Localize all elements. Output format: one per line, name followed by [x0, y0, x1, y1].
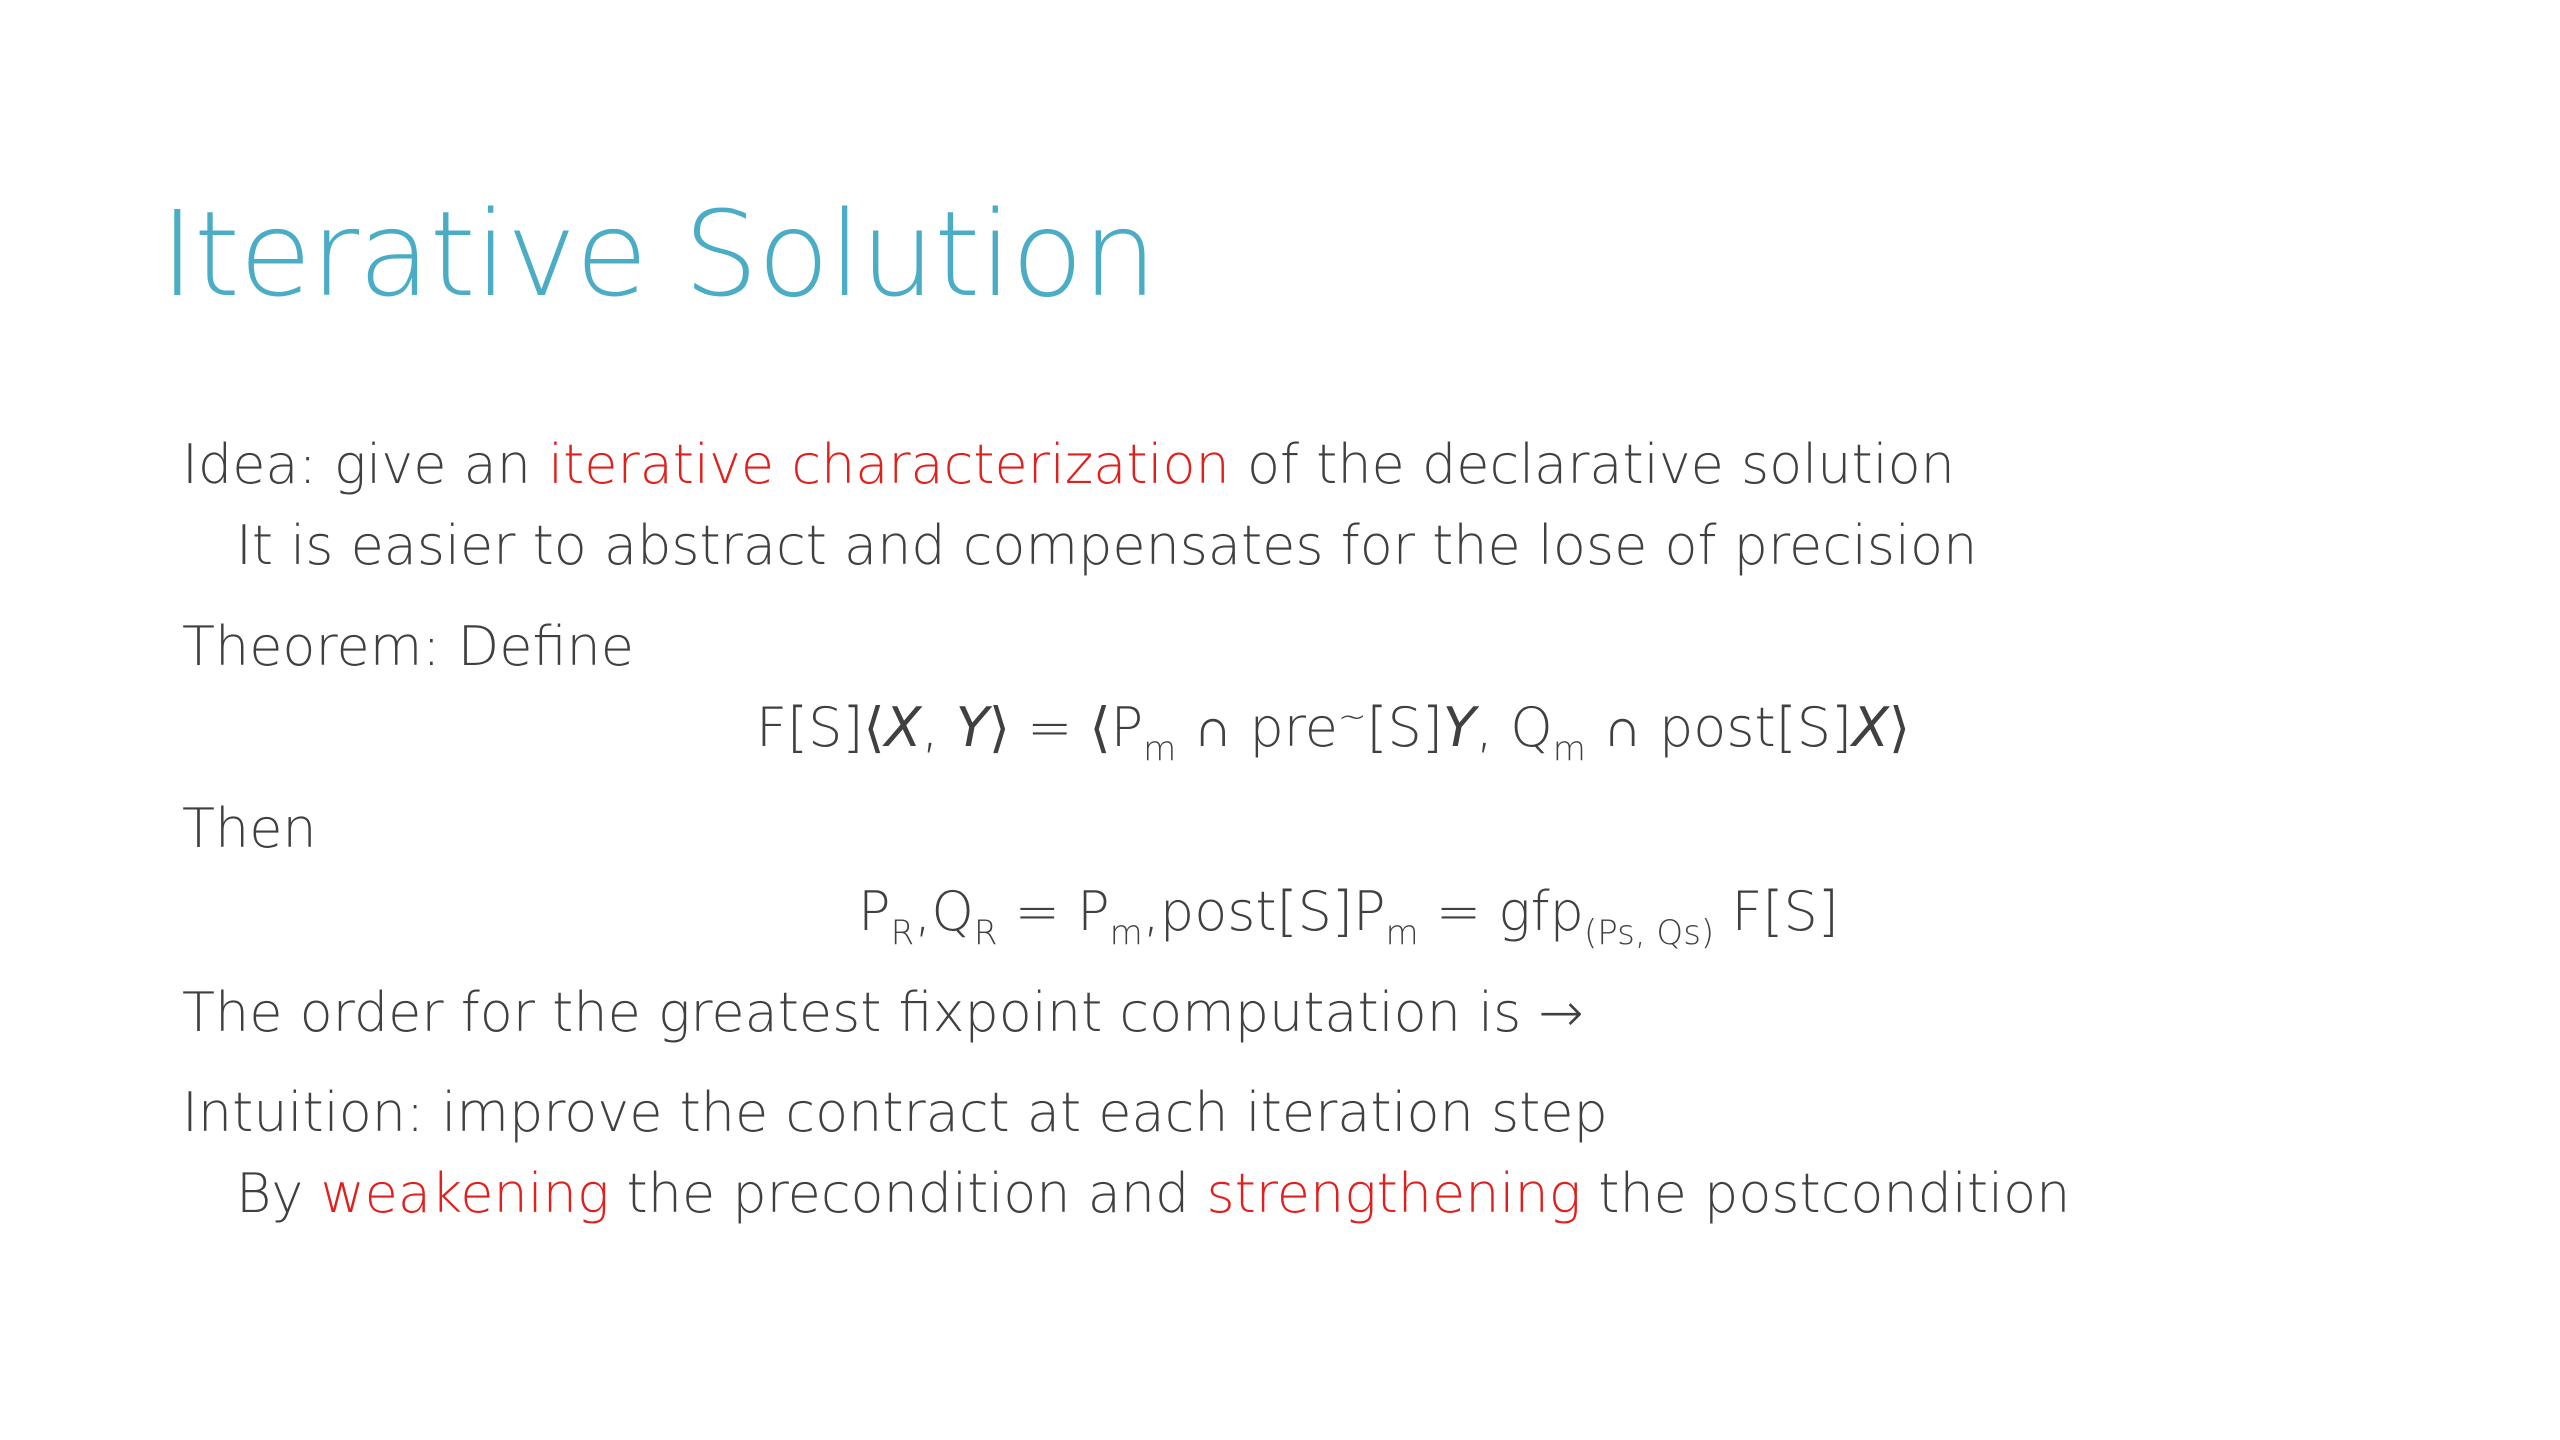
f1-rhs-open: ⟩ = ⟨P	[988, 696, 1144, 759]
f1-cap2: ∩ post[S]	[1585, 696, 1853, 759]
f1-close: ⟩	[1889, 696, 1911, 759]
idea-prefix: Idea: give an	[182, 433, 549, 496]
f2-sub-m1: m	[1109, 913, 1143, 953]
f2-eq1: = P	[997, 880, 1110, 943]
f1-x2: X	[1852, 696, 1890, 759]
f2-f: F[S]	[1714, 880, 1839, 943]
f1-x: X	[884, 696, 922, 759]
idea-subline: It is easier to abstract and compensates for the lose of precision	[236, 514, 1978, 577]
f2-post: ,post[S]P	[1142, 880, 1386, 943]
result-formula	[858, 880, 1839, 953]
theorem-formula	[756, 696, 1911, 769]
f1-tilde: ~	[1337, 697, 1367, 737]
f2-sub-r2: R	[973, 913, 998, 953]
idea-suffix: of the declarative solution	[1229, 433, 1955, 496]
f2-sub-m2: m	[1385, 913, 1419, 953]
then-label: Then	[182, 797, 317, 860]
slide-title: Iterative Solution	[160, 185, 1157, 323]
weakening-highlight: weakening	[320, 1162, 610, 1225]
theorem-label: Theorem: Define	[182, 615, 634, 678]
f2-eq2: = gfp	[1418, 880, 1584, 943]
f2-sub-ps: (Ps, Qs)	[1583, 913, 1715, 953]
f2-p: P	[858, 880, 891, 943]
intuition-prefix: By	[236, 1162, 321, 1225]
f1-mid: [S]	[1366, 696, 1443, 759]
f1-cap1: ∩ pre	[1176, 696, 1338, 759]
f1-y2: Y	[1442, 696, 1476, 759]
intuition-subline	[236, 1162, 2070, 1227]
order-line: The order for the greatest fixpoint computation is →	[182, 981, 1584, 1044]
f1-y: Y	[955, 696, 989, 759]
f1-sub-m2: m	[1552, 729, 1586, 769]
f2-q: ,Q	[914, 880, 974, 943]
intuition-suffix: the postcondition	[1581, 1162, 2071, 1225]
f1-lhs: F[S]⟨	[756, 696, 885, 759]
strengthening-highlight: strengthening	[1206, 1162, 1582, 1225]
f1-sub-m1: m	[1143, 729, 1177, 769]
idea-line	[182, 433, 1955, 498]
intuition-middle: the precondition and	[609, 1162, 1207, 1225]
f2-sub-r1: R	[890, 913, 915, 953]
f1-comma: ,	[921, 696, 956, 759]
f1-q: , Q	[1475, 696, 1553, 759]
idea-highlight: iterative characterization	[548, 433, 1230, 496]
intuition-line: Intuition: improve the contract at each iteration step	[182, 1081, 1608, 1144]
